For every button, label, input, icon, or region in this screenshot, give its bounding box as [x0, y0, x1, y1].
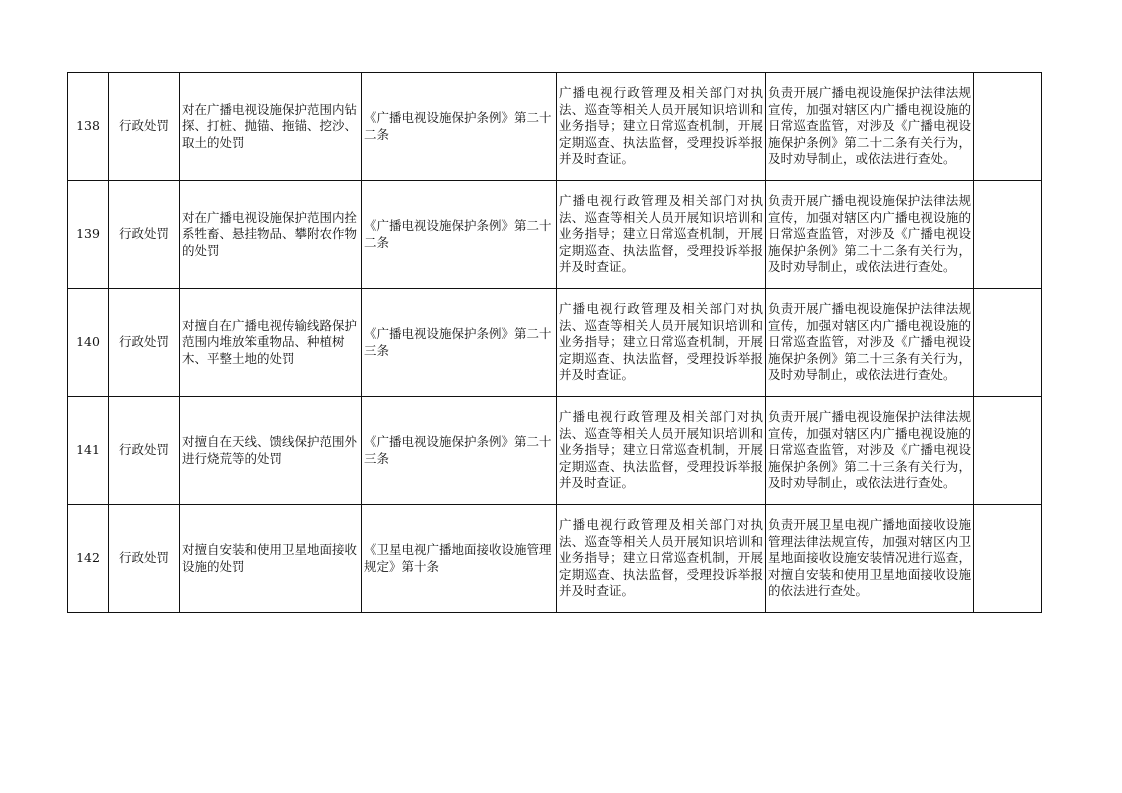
- table-row: [68, 397, 1042, 505]
- township-responsibility: 负责开展广播电视设施保护法律法规宣传，加强对辖区内广播电视设施的日常巡查监管，对涉及《广播电视设施保护条例》第二十二条有关行为，及时劝导制止，或依法进行查处。: [766, 181, 974, 289]
- item-number: 142: [68, 505, 109, 613]
- legal-basis: 《卫星电视广播地面接收设施管理规定》第十条: [362, 505, 557, 613]
- department-duty: 广播电视行政管理及相关部门对执法、巡查等相关人员开展知识培训和业务指导；建立日常巡查机制，开展定期巡查、执法监督，受理投诉举报并及时查证。: [557, 397, 766, 505]
- legal-basis: 《广播电视设施保护条例》第二十二条: [362, 73, 557, 181]
- department-duty: 广播电视行政管理及相关部门对执法、巡查等相关人员开展知识培训和业务指导；建立日常巡查机制，开展定期巡查、执法监督，受理投诉举报并及时查证。: [557, 289, 766, 397]
- remarks-cell: [974, 397, 1042, 505]
- township-responsibility: 负责开展广播电视设施保护法律法规宣传，加强对辖区内广播电视设施的日常巡查监管，对涉及《广播电视设施保护条例》第二十三条有关行为，及时劝导制止，或依法进行查处。: [766, 289, 974, 397]
- item-name: 对擅自在天线、馈线保护范围外进行烧荒等的处罚: [180, 397, 362, 505]
- township-responsibility: 负责开展卫星电视广播地面接收设施管理法律法规宣传，加强对辖区内卫星地面接收设施安装情况进行巡查，对擅自安装和使用卫星地面接收设施的依法进行查处。: [766, 505, 974, 613]
- township-responsibility: 负责开展广播电视设施保护法律法规宣传，加强对辖区内广播电视设施的日常巡查监管，对涉及《广播电视设施保护条例》第二十三条有关行为，及时劝导制止，或依法进行查处。: [766, 397, 974, 505]
- item-type: 行政处罚: [109, 397, 180, 505]
- table-body: [68, 73, 1042, 613]
- remarks-cell: [974, 73, 1042, 181]
- item-number: 140: [68, 289, 109, 397]
- remarks-cell: [974, 181, 1042, 289]
- table-row: [68, 73, 1042, 181]
- legal-basis: 《广播电视设施保护条例》第二十二条: [362, 181, 557, 289]
- item-type: 行政处罚: [109, 181, 180, 289]
- item-number: 141: [68, 397, 109, 505]
- legal-basis: 《广播电视设施保护条例》第二十三条: [362, 397, 557, 505]
- item-name: 对在广播电视设施保护范围内钻探、打桩、抛锚、拖锚、挖沙、取土的处罚: [180, 73, 362, 181]
- regulation-table: [67, 72, 1042, 613]
- item-type: 行政处罚: [109, 289, 180, 397]
- remarks-cell: [974, 505, 1042, 613]
- legal-basis: 《广播电视设施保护条例》第二十三条: [362, 289, 557, 397]
- item-name: 对擅自在广播电视传输线路保护范围内堆放笨重物品、种植树木、平整土地的处罚: [180, 289, 362, 397]
- item-name: 对在广播电视设施保护范围内拴系牲畜、悬挂物品、攀附农作物的处罚: [180, 181, 362, 289]
- department-duty: 广播电视行政管理及相关部门对执法、巡查等相关人员开展知识培训和业务指导；建立日常巡查机制，开展定期巡查、执法监督，受理投诉举报并及时查证。: [557, 181, 766, 289]
- table-row: [68, 181, 1042, 289]
- table-row: [68, 289, 1042, 397]
- department-duty: 广播电视行政管理及相关部门对执法、巡查等相关人员开展知识培训和业务指导；建立日常巡查机制，开展定期巡查、执法监督，受理投诉举报并及时查证。: [557, 505, 766, 613]
- township-responsibility: 负责开展广播电视设施保护法律法规宣传，加强对辖区内广播电视设施的日常巡查监管，对涉及《广播电视设施保护条例》第二十二条有关行为，及时劝导制止，或依法进行查处。: [766, 73, 974, 181]
- table-row: [68, 505, 1042, 613]
- department-duty: 广播电视行政管理及相关部门对执法、巡查等相关人员开展知识培训和业务指导；建立日常巡查机制，开展定期巡查、执法监督，受理投诉举报并及时查证。: [557, 73, 766, 181]
- item-type: 行政处罚: [109, 73, 180, 181]
- remarks-cell: [974, 289, 1042, 397]
- item-type: 行政处罚: [109, 505, 180, 613]
- item-number: 139: [68, 181, 109, 289]
- item-number: 138: [68, 73, 109, 181]
- item-name: 对擅自安装和使用卫星地面接收设施的处罚: [180, 505, 362, 613]
